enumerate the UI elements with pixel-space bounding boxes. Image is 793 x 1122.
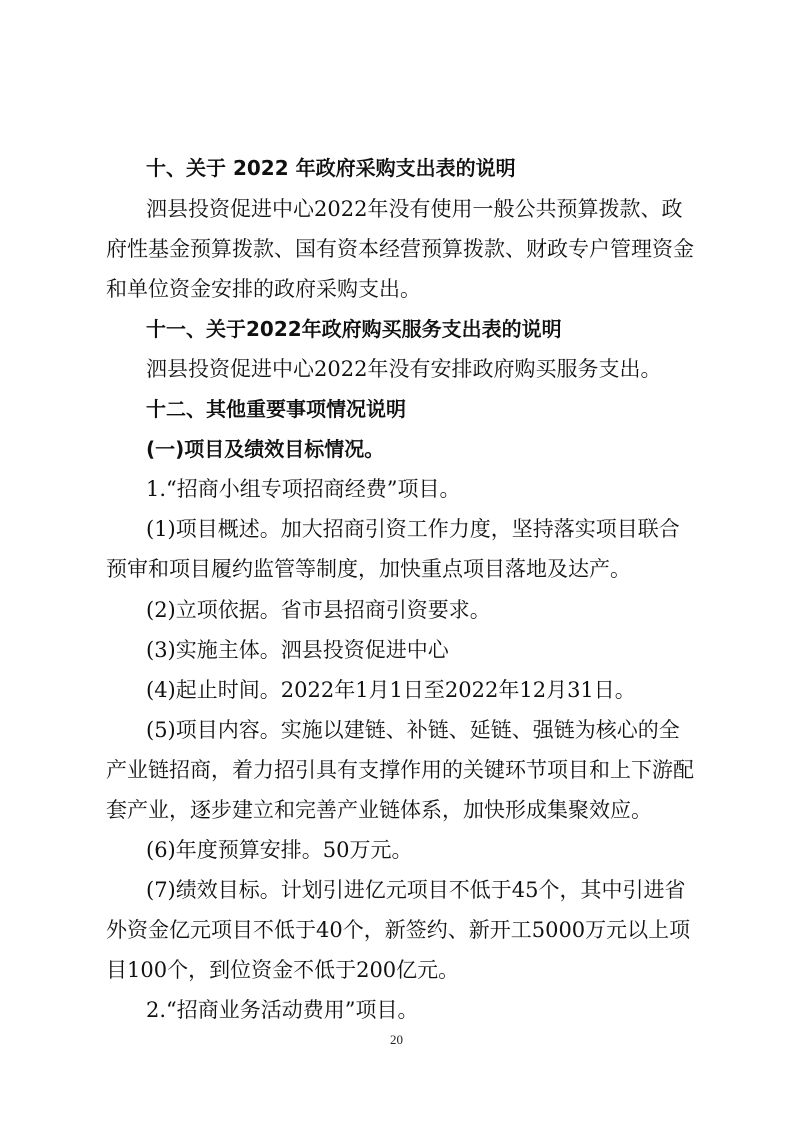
- paragraph-line: [0, 910, 793, 950]
- item-heading: [0, 990, 793, 1030]
- paragraph-line: [0, 269, 793, 309]
- item-heading: [0, 469, 793, 509]
- heading-text: 十二、其他重要事项情况说明: [146, 397, 406, 421]
- paragraph-line: [0, 750, 793, 790]
- paragraph-text: 2.“招商业务活动费用”项目。: [146, 998, 419, 1022]
- heading-text: 十一、关于2022年政府购买服务支出表的说明: [146, 317, 562, 341]
- paragraph-text: 外资金亿元项目不低于40个，新签约、新开工5000万元以上项: [106, 918, 691, 942]
- paragraph-text: (2)立项依据。省市县招商引资要求。: [146, 598, 491, 622]
- paragraph-line: [0, 349, 793, 389]
- paragraph-line: [0, 950, 793, 990]
- paragraph-text: (1)项目概述。加大招商引资工作力度，坚持落实项目联合: [146, 517, 680, 541]
- heading-text: 十、关于 2022 年政府采购支出表的说明: [146, 156, 516, 180]
- paragraph-line: [0, 189, 793, 229]
- paragraph-text: 1.“招商小组专项招商经费”项目。: [146, 477, 461, 501]
- paragraph-text: 府性基金预算拨款、国有资本经营预算拨款、财政专户管理资金: [106, 237, 694, 261]
- page-number: 20: [390, 1032, 403, 1047]
- paragraph-line: [0, 670, 793, 710]
- paragraph-text: (6)年度预算安排。50万元。: [146, 838, 413, 862]
- paragraph-text: (3)实施主体。泗县投资促进中心: [146, 638, 449, 662]
- subsection-heading: [0, 429, 793, 469]
- paragraph-line: [0, 549, 793, 589]
- paragraph-text: (4)起止时间。2022年1月1日至2022年12月31日。: [146, 678, 636, 702]
- paragraph-line: [0, 870, 793, 910]
- paragraph-line: [0, 790, 793, 830]
- paragraph-line: [0, 710, 793, 750]
- paragraph-text: 和单位资金安排的政府采购支出。: [106, 277, 421, 301]
- paragraph-line: [0, 630, 793, 670]
- paragraph-text: 泗县投资促进中心2022年没有安排政府购买服务支出。: [146, 357, 662, 381]
- section-heading-12: [0, 389, 793, 429]
- paragraph-text: (7)绩效目标。计划引进亿元项目不低于45个，其中引进省: [146, 878, 686, 902]
- heading-text: (一)项目及绩效目标情况。: [146, 437, 385, 461]
- paragraph-line: [0, 229, 793, 269]
- paragraph-text: 泗县投资促进中心2022年没有使用一般公共预算拨款、政: [146, 197, 683, 221]
- paragraph-text: 预审和项目履约监管等制度，加快重点项目落地及达产。: [106, 557, 631, 581]
- paragraph-text: 套产业，逐步建立和完善产业链体系，加快形成集聚效应。: [106, 798, 652, 822]
- paragraph-text: (5)项目内容。实施以建链、补链、延链、强链为核心的全: [146, 718, 680, 742]
- paragraph-line: [0, 590, 793, 630]
- paragraph-text: 产业链招商，着力招引具有支撑作用的关键环节项目和上下游配: [106, 758, 694, 782]
- section-heading-11: [0, 309, 793, 349]
- section-heading-10: [0, 148, 793, 188]
- paragraph-line: [0, 509, 793, 549]
- paragraph-line: [0, 830, 793, 870]
- paragraph-text: 目100个，到位资金不低于200亿元。: [106, 958, 460, 982]
